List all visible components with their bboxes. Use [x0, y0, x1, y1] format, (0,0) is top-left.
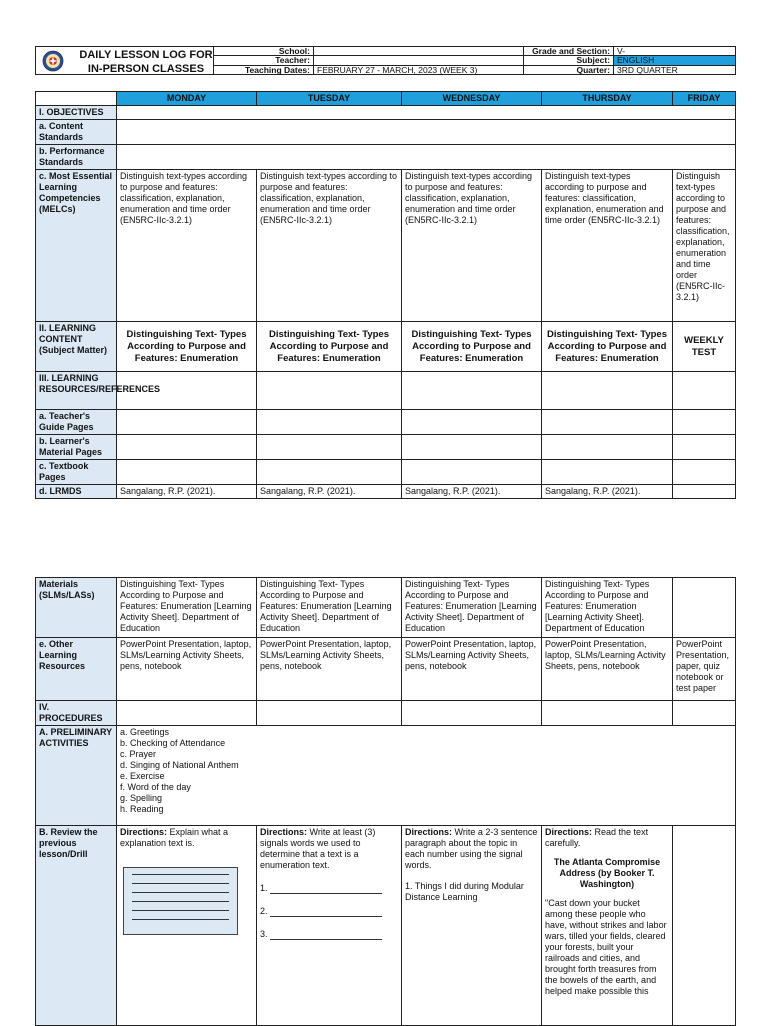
other-tuesday[interactable]: PowerPoint Presentation, laptop, SLMs/Learning Activity Sheets, pens, notebook: [257, 638, 402, 701]
preliminary-item: b. Checking of Attendance: [120, 738, 226, 748]
day-tuesday: TUESDAY: [257, 92, 402, 106]
procedures-wednesday[interactable]: [402, 701, 542, 726]
melc-friday[interactable]: Distinguish text-types according to purpose and features: classification, explanation, enumeration and time order (EN5RC-IIc-3.2.1): [673, 170, 736, 322]
procedures-tuesday[interactable]: [257, 701, 402, 726]
resources-thursday[interactable]: [542, 372, 673, 410]
grade-value[interactable]: V-: [614, 47, 736, 56]
content-standards-label: a. Content Standards: [36, 120, 117, 145]
teacher-label: Teacher:: [214, 56, 314, 65]
lrmds-monday[interactable]: Sangalang, R.P. (2021).: [117, 485, 257, 499]
day-friday: FRIDAY: [673, 92, 736, 106]
content-standards-cell[interactable]: [117, 120, 736, 145]
preliminary-item: a. Greetings: [120, 727, 170, 737]
lrmds-label: d. LRMDS: [36, 485, 117, 499]
answer-line: [132, 874, 229, 875]
other-wednesday[interactable]: PowerPoint Presentation, laptop, SLMs/Learning Activity Sheets, pens, notebook: [402, 638, 542, 701]
other-thursday[interactable]: PowerPoint Presentation, laptop, SLMs/Learning Activity Sheets, pens, notebook: [542, 638, 673, 701]
review-wednesday[interactable]: [402, 826, 542, 1026]
tg-thursday[interactable]: [542, 410, 673, 435]
review-monday-text: Explain what a explanation text is.: [120, 827, 229, 848]
objectives-cell[interactable]: [117, 106, 736, 120]
dates-value[interactable]: FEBRUARY 27 - MARCH, 2023 (WEEK 3): [314, 65, 524, 74]
tg-friday[interactable]: [673, 410, 736, 435]
learners-material-label: b. Learner's Material Pages: [36, 435, 117, 460]
learning-content-label: II. LEARNING CONTENT (Subject Matter): [36, 322, 117, 372]
blank-item-2[interactable]: 2.: [260, 906, 398, 917]
dates-label: Teaching Dates:: [214, 65, 314, 74]
resources-label: III. LEARNING RESOURCES/REFERENCES: [36, 372, 117, 410]
deped-seal-icon: [42, 50, 64, 72]
grade-label: Grade and Section:: [524, 47, 614, 56]
directions-label: Directions:: [545, 827, 593, 837]
corner-cell: [36, 92, 117, 106]
answer-line: [132, 883, 229, 884]
content-tuesday[interactable]: Distinguishing Text- Types According to Purpose and Features: Enumeration: [257, 322, 402, 372]
tb-monday[interactable]: [117, 460, 257, 485]
resources-wednesday[interactable]: [402, 372, 542, 410]
materials-thursday[interactable]: Distinguishing Text- Types According to Purpose and Features: Enumeration [Learning Activity Sheet]. Department of Education: [542, 578, 673, 638]
objectives-label: I. OBJECTIVES: [36, 106, 117, 120]
procedures-friday[interactable]: [673, 701, 736, 726]
materials-friday[interactable]: [673, 578, 736, 638]
school-value[interactable]: [314, 47, 524, 56]
melc-wednesday[interactable]: Distinguish text-types according to purpose and features: classification, explanation, enumeration and time order (EN5RC-IIc-3.2.1): [402, 170, 542, 322]
header-table: [35, 46, 736, 75]
review-wednesday-item: 1. Things I did during Modular Distance Learning: [405, 881, 524, 902]
day-wednesday: WEDNESDAY: [402, 92, 542, 106]
directions-label: Directions:: [260, 827, 308, 837]
materials-monday[interactable]: Distinguishing Text- Types According to Purpose and Features: Enumeration [Learning Activity Sheet]. Department of Education: [117, 578, 257, 638]
article-title: The Atlanta Compromise Address (by Booker T. Washington): [553, 857, 661, 889]
procedures-thursday[interactable]: [542, 701, 673, 726]
preliminary-item: g. Spelling: [120, 793, 163, 803]
other-friday[interactable]: PowerPoint Presentation, paper, quiz notebook or test paper: [673, 638, 736, 701]
directions-label: Directions:: [405, 827, 453, 837]
melc-tuesday[interactable]: Distinguish text-types according to purpose and features: classification, explanation, enumeration and time order (EN5RC-IIc-3.2.1): [257, 170, 402, 322]
procedures-label: IV. PROCEDURES: [36, 701, 117, 726]
lm-tuesday[interactable]: [257, 435, 402, 460]
content-friday[interactable]: WEEKLY TEST: [673, 322, 736, 372]
review-tuesday-text: Write at least (3) signals words we used to determine that a text is a enumeration text.: [260, 827, 376, 870]
tb-thursday[interactable]: [542, 460, 673, 485]
lm-wednesday[interactable]: [402, 435, 542, 460]
preliminary-item: f. Word of the day: [120, 782, 191, 792]
melc-thursday[interactable]: Distinguish text-types according to purpose and features: classification, explanation, enumeration and time order (EN5RC-IIc-3.2.1): [542, 170, 673, 322]
teacher-value[interactable]: [314, 56, 524, 65]
tg-tuesday[interactable]: [257, 410, 402, 435]
preliminary-item: c. Prayer: [120, 749, 157, 759]
lrmds-tuesday[interactable]: Sangalang, R.P. (2021).: [257, 485, 402, 499]
subject-label: Subject:: [524, 56, 614, 65]
materials-tuesday[interactable]: Distinguishing Text- Types According to Purpose and Features: Enumeration [Learning Activity Sheet]. Department of Education: [257, 578, 402, 638]
review-label: B. Review the previous lesson/Drill: [36, 826, 117, 1026]
quarter-value[interactable]: 3RD QUARTER: [614, 65, 736, 74]
other-monday[interactable]: PowerPoint Presentation, laptop, SLMs/Learning Activity Sheets, pens, notebook: [117, 638, 257, 701]
lrmds-friday[interactable]: [673, 485, 736, 499]
preliminary-item: h. Reading: [120, 804, 164, 814]
day-monday: MONDAY: [117, 92, 257, 106]
review-wednesday-text: Write a 2-3 sentence paragraph about the topic in each number using the signal words.: [405, 827, 538, 870]
tb-friday[interactable]: [673, 460, 736, 485]
title-cell: [36, 47, 214, 75]
preliminary-label: A. PRELIMINARY ACTIVITIES: [36, 726, 117, 826]
tb-wednesday[interactable]: [402, 460, 542, 485]
day-thursday: THURSDAY: [542, 92, 673, 106]
preliminary-item: d. Singing of National Anthem: [120, 760, 239, 770]
lesson-table-2: [35, 577, 736, 1026]
title-line-1: DAILY LESSON LOG FOR: [79, 49, 213, 61]
blank-item-1[interactable]: 1.: [260, 883, 398, 894]
answer-box[interactable]: [123, 867, 238, 935]
answer-line: [132, 901, 229, 902]
blank-item-3[interactable]: 3.: [260, 929, 398, 940]
resources-friday[interactable]: [673, 372, 736, 410]
content-wednesday[interactable]: Distinguishing Text- Types According to Purpose and Features: Enumeration: [402, 322, 542, 372]
other-resources-label: e. Other Learning Resources: [36, 638, 117, 701]
lesson-table-1: [35, 91, 736, 499]
procedures-monday[interactable]: [117, 701, 257, 726]
review-thursday-text: Read the text carefully.: [545, 827, 649, 848]
document-title: [76, 48, 216, 76]
tg-monday[interactable]: [117, 410, 257, 435]
answer-line: [132, 892, 229, 893]
review-friday[interactable]: [673, 826, 736, 1026]
answer-line: [132, 919, 229, 920]
tg-wednesday[interactable]: [402, 410, 542, 435]
article-text: "Cast down your bucket among these people who have, without strikes and labor wars, tilled your fields, cleared your forests, built your railroads and cities, and brought forth treasures from the bowels of the earth, and helped make possible this: [545, 898, 667, 996]
performance-standards-cell[interactable]: [117, 145, 736, 170]
review-monday[interactable]: [117, 826, 257, 1026]
lm-friday[interactable]: [673, 435, 736, 460]
lrmds-thursday[interactable]: Sangalang, R.P. (2021).: [542, 485, 673, 499]
title-line-2: IN-PERSON CLASSES: [87, 63, 205, 75]
lm-monday[interactable]: [117, 435, 257, 460]
lrmds-wednesday[interactable]: Sangalang, R.P. (2021).: [402, 485, 542, 499]
content-monday[interactable]: Distinguishing Text- Types According to Purpose and Features: Enumeration: [117, 322, 257, 372]
melc-monday[interactable]: Distinguish text-types according to purpose and features: classification, explanation, enumeration and time order (EN5RC-IIc-3.2.1): [117, 170, 257, 322]
directions-label: Directions:: [120, 827, 168, 837]
performance-standards-label: b. Performance Standards: [36, 145, 117, 170]
quarter-label: Quarter:: [524, 65, 614, 74]
lm-thursday[interactable]: [542, 435, 673, 460]
review-thursday[interactable]: [542, 826, 673, 1026]
subject-value[interactable]: ENGLISH: [614, 56, 736, 65]
answer-line: [132, 910, 229, 911]
content-thursday[interactable]: Distinguishing Text- Types According to Purpose and Features: Enumeration: [542, 322, 673, 372]
review-tuesday[interactable]: [257, 826, 402, 1026]
textbook-label: c. Textbook Pages: [36, 460, 117, 485]
materials-label: Materials (SLMs/LASs): [36, 578, 117, 638]
teachers-guide-label: a. Teacher's Guide Pages: [36, 410, 117, 435]
preliminary-cell[interactable]: [117, 726, 736, 826]
preliminary-item: e. Exercise: [120, 771, 165, 781]
melcs-label: c. Most Essential Learning Competencies (MELCs): [36, 170, 117, 322]
tb-tuesday[interactable]: [257, 460, 402, 485]
materials-wednesday[interactable]: Distinguishing Text- Types According to Purpose and Features: Enumeration [Learning Activity Sheet]. Department of Education: [402, 578, 542, 638]
resources-tuesday[interactable]: [257, 372, 402, 410]
school-label: School:: [214, 47, 314, 56]
